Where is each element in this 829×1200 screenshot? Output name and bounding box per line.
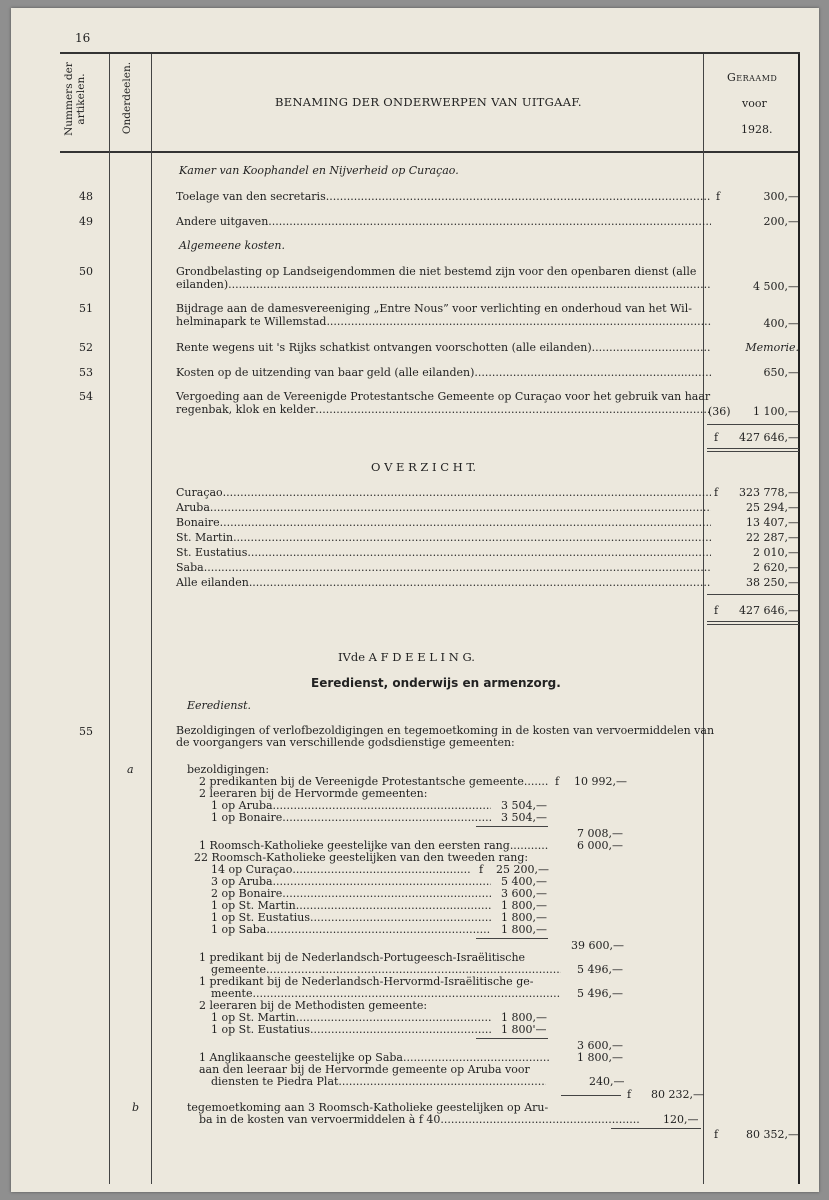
bez-line bbox=[211, 812, 491, 824]
bez-title: bezoldigingen: bbox=[187, 763, 270, 776]
bez-line: 2 leeraren bij de Hervormde gemeenten: bbox=[199, 787, 428, 800]
header-col-parts bbox=[121, 58, 133, 138]
article-number: 51 bbox=[79, 302, 93, 315]
bez-prefix: f bbox=[627, 1088, 632, 1101]
total-double-rule bbox=[707, 451, 799, 452]
teg-amount: 120,— bbox=[663, 1113, 699, 1126]
article-number: 50 bbox=[79, 265, 93, 278]
article-amount: Memorie. bbox=[745, 341, 799, 354]
currency-prefix: f bbox=[714, 1128, 719, 1141]
bez-text: 3 op Aruba bbox=[211, 875, 273, 888]
overzicht-amount: 323 778,— bbox=[739, 486, 799, 499]
overzicht-label: Saba bbox=[176, 561, 204, 574]
overzicht-st-martin bbox=[176, 531, 711, 544]
bez-text: 1 op St. Martin bbox=[211, 899, 296, 912]
article-text: Kosten op de uitzending van baar geld (alle eilanden) bbox=[176, 366, 475, 379]
article-54 bbox=[176, 390, 711, 416]
bez-prefix: f bbox=[555, 775, 560, 788]
overzicht-st-eustatius bbox=[176, 546, 711, 559]
article-text-line1: Grondbelasting op Landseigendommen die niet bestemd zijn voor den openbaren dienst (alle bbox=[176, 265, 697, 278]
total-double-rule bbox=[707, 621, 799, 622]
bez-amount: 1 800,— bbox=[501, 1011, 547, 1024]
bez-amount: 25 200,— bbox=[496, 863, 549, 876]
article-text: Toelage van den secretaris bbox=[176, 190, 326, 203]
bez-text: 1 Anglikaansche geestelijke op Saba bbox=[199, 1051, 403, 1064]
bez-line: 1 predikant bij de Nederlandsch-Portugeesch-Israëlitische bbox=[199, 951, 526, 964]
article-amount: 300,— bbox=[763, 190, 799, 203]
bez-text: diensten te Piedra Plat bbox=[211, 1075, 339, 1088]
bez-amount: 6 000,— bbox=[577, 839, 623, 852]
article-text: Andere uitgaven bbox=[176, 215, 269, 228]
article-number: 55 bbox=[79, 725, 93, 738]
overzicht-aruba bbox=[176, 501, 711, 514]
sub-item-b: b bbox=[132, 1101, 140, 1114]
afdeeling-subtitle: Eeredienst, onderwijs en armenzorg. bbox=[311, 676, 561, 690]
bez-text: 1 op St. Martin bbox=[211, 1011, 296, 1024]
bez-line bbox=[211, 1076, 546, 1088]
article-49 bbox=[176, 215, 711, 228]
article-text-line2: eilanden) bbox=[176, 278, 229, 291]
bez-line: aan den leeraar bij de Hervormde gemeente op Aruba voor bbox=[199, 1063, 530, 1076]
bez-text: 1 op St. Eustatius bbox=[211, 911, 311, 924]
overzicht-amount: 25 294,— bbox=[746, 501, 799, 514]
overzicht-amount: 22 287,— bbox=[746, 531, 799, 544]
afdeeling-title: IVde A F D E E L I N G. bbox=[338, 650, 475, 664]
overzicht-curacao bbox=[176, 486, 711, 499]
header-top-rule bbox=[60, 52, 800, 54]
currency-prefix: f bbox=[714, 486, 719, 499]
bez-text: 14 op Curaçao bbox=[211, 863, 293, 876]
article-52 bbox=[176, 341, 711, 354]
subtotal-rule bbox=[476, 938, 548, 939]
overzicht-amount: 13 407,— bbox=[746, 516, 799, 529]
article-amount: 4 500,— bbox=[753, 280, 799, 293]
article-amount: 1 100,— bbox=[753, 405, 799, 418]
overzicht-saba bbox=[176, 561, 711, 574]
article-amount: 650,— bbox=[763, 366, 799, 379]
article-53 bbox=[176, 366, 711, 379]
subtotal-rule bbox=[476, 1038, 548, 1039]
bez-amount: 10 992,— bbox=[574, 775, 627, 788]
overzicht-title: O V E R Z I C H T. bbox=[371, 460, 477, 474]
bez-line bbox=[211, 924, 491, 936]
bez-amount: 5 496,— bbox=[577, 963, 623, 976]
page-number: 16 bbox=[75, 31, 91, 45]
article-number: 54 bbox=[79, 390, 93, 403]
bez-text: 2 op Bonaire bbox=[211, 887, 283, 900]
bez-text: 1 op Aruba bbox=[211, 799, 273, 812]
overzicht-amount: 38 250,— bbox=[746, 576, 799, 589]
header-bottom-rule bbox=[60, 151, 800, 153]
bez-total: 80 232,— bbox=[651, 1088, 704, 1101]
overzicht-amount: 2 620,— bbox=[753, 561, 799, 574]
total-rule bbox=[707, 424, 799, 425]
article-text: Rente wegens uit 's Rijks schatkist ontvangen voorschotten (alle eilanden) bbox=[176, 341, 592, 354]
teg-line1: tegemoetkoming aan 3 Roomsch-Katholieke geestelijken op Aru- bbox=[187, 1101, 549, 1114]
article-text-line1: Vergoeding aan de Vereenigde Protestantsche Gemeente op Curaçao voor het gebruik van haar bbox=[176, 390, 711, 403]
bez-amount: 3 504,— bbox=[501, 811, 547, 824]
header-title: BENAMING DER ONDERWERPEN VAN UITGAAF. bbox=[275, 95, 582, 109]
overzicht-label: Curaçao bbox=[176, 486, 223, 499]
overzicht-label: Aruba bbox=[176, 501, 210, 514]
total-amount: 80 352,— bbox=[746, 1128, 799, 1141]
currency-prefix: f bbox=[714, 604, 719, 617]
overzicht-label: St. Martin bbox=[176, 531, 234, 544]
header-col-parts-label: Onderdeelen. bbox=[121, 61, 133, 135]
bez-text: 2 predikanten bij de Vereenigde Protestantsche gemeente bbox=[199, 775, 524, 788]
bez-amount: 5 400,— bbox=[501, 875, 547, 888]
section-algemeene-title: Algemeene kosten. bbox=[179, 239, 285, 252]
teg-text: ba in de kosten van vervoermiddelen à f 40 bbox=[199, 1113, 441, 1126]
overzicht-alle bbox=[176, 576, 711, 589]
article-number: 53 bbox=[79, 366, 93, 379]
bez-text: meente bbox=[211, 987, 253, 1000]
bez-amount: 39 600,— bbox=[571, 939, 624, 952]
header-col-numbers-label: Nummers der artikelen. bbox=[63, 62, 87, 136]
header-geraamd: Geraamd bbox=[727, 71, 778, 84]
article-number: 49 bbox=[79, 215, 93, 228]
article-amount: 400,— bbox=[763, 317, 799, 330]
article-51 bbox=[176, 302, 711, 328]
bez-text: 1 op Saba bbox=[211, 923, 267, 936]
subtotal-rule bbox=[476, 826, 548, 827]
overzicht-label: Alle eilanden bbox=[176, 576, 249, 589]
bez-text: 1 Roomsch-Katholieke geestelijke van den eersten rang bbox=[199, 839, 510, 852]
article-text-line2: regenbak, klok en kelder bbox=[176, 403, 316, 416]
currency-prefix: f bbox=[714, 431, 719, 444]
currency-prefix: f bbox=[716, 190, 721, 203]
total-amount: 427 646,— bbox=[739, 604, 799, 617]
total-rule bbox=[707, 594, 799, 595]
col-line-2 bbox=[151, 54, 152, 1184]
col-line-1 bbox=[109, 54, 110, 1184]
bez-text: 1 op Bonaire bbox=[211, 811, 283, 824]
article-48 bbox=[176, 190, 711, 203]
article-55-line2: de voorgangers van verschillende godsdienstige gemeenten: bbox=[176, 736, 515, 749]
total-double-rule bbox=[707, 624, 799, 625]
header-col-numbers bbox=[63, 54, 87, 144]
article-number: 52 bbox=[79, 341, 93, 354]
overzicht-amount: 2 010,— bbox=[753, 546, 799, 559]
bez-text: 1 op St. Eustatius bbox=[211, 1023, 311, 1036]
section-kamer-title: Kamer van Koophandel en Nijverheid op Curaçao. bbox=[179, 164, 459, 177]
total-double-rule bbox=[707, 448, 799, 449]
article-text-line1: Bijdrage aan de damesvereeniging „Entre Nous” voor verlichting en onderhoud van het Wil- bbox=[176, 302, 692, 315]
section-eeredienst: Eeredienst. bbox=[187, 699, 252, 712]
bez-amount: 5 496,— bbox=[577, 987, 623, 1000]
bez-line: 1 predikant bij de Nederlandsch-Hervormd-Israëlitische ge- bbox=[199, 975, 534, 988]
bez-amount: 3 504,— bbox=[501, 799, 547, 812]
document-page bbox=[11, 8, 819, 1192]
header-voor: voor bbox=[742, 97, 767, 110]
subtotal-rule bbox=[611, 1128, 701, 1129]
bez-amount: 3 600,— bbox=[577, 1039, 623, 1052]
subtotal-rule bbox=[561, 1095, 621, 1096]
bez-amount: 3 600,— bbox=[501, 887, 547, 900]
article-text-line2: helminapark te Willemstad bbox=[176, 315, 327, 328]
bez-line bbox=[211, 1024, 491, 1036]
article-55-line1: Bezoldigingen of verlofbezoldigingen en tegemoetkoming in de kosten van vervoermiddelen van bbox=[176, 724, 715, 737]
bez-amount: 1 800,— bbox=[501, 899, 547, 912]
header-year: 1928. bbox=[741, 123, 773, 136]
overzicht-label: St. Eustatius bbox=[176, 546, 248, 559]
bez-amount: 7 008,— bbox=[577, 827, 623, 840]
article-number: 48 bbox=[79, 190, 93, 203]
article-note: (36) bbox=[708, 405, 731, 418]
overzicht-bonaire bbox=[176, 516, 711, 529]
bez-line: 2 leeraren bij de Methodisten gemeente: bbox=[199, 999, 428, 1012]
overzicht-label: Bonaire bbox=[176, 516, 220, 529]
bez-amount: 1 800,— bbox=[577, 1051, 623, 1064]
article-50 bbox=[176, 265, 711, 291]
bez-text: gemeente bbox=[211, 963, 267, 976]
bez-amount: 1 800'— bbox=[501, 1023, 547, 1036]
total-amount: 427 646,— bbox=[739, 431, 799, 444]
bez-amount: 1 800,— bbox=[501, 923, 547, 936]
article-amount: 200,— bbox=[763, 215, 799, 228]
bez-amount: 1 800,— bbox=[501, 911, 547, 924]
bez-amount: 240,— bbox=[589, 1075, 625, 1088]
bez-line: 22 Roomsch-Katholieke geestelijken van den tweeden rang: bbox=[194, 851, 529, 864]
teg-line2 bbox=[199, 1114, 639, 1126]
sub-item-a: a bbox=[127, 763, 134, 776]
bez-prefix: f bbox=[479, 863, 484, 876]
